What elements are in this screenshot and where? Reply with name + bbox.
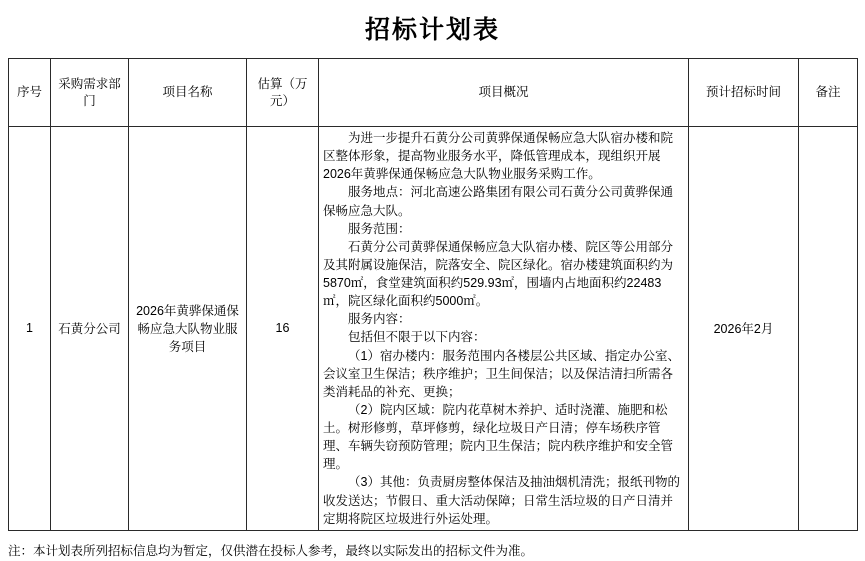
- table-row: [9, 127, 858, 531]
- page-title: 招标计划表: [364, 15, 500, 44]
- table-header-row: [9, 59, 858, 127]
- overview-paragraph: （2）院内区域：院内花草树木养护、适时浇灌、施肥和松土。树形修剪，草坪修剪，绿化垃圾日产日清；停车场秩序管理、车辆失窃预防管理；院内卫生保洁；院内秩序维护和安全管理。: [323, 402, 674, 472]
- bidding-plan-table: [8, 58, 858, 531]
- cell-project-name: 2026年黄骅保通保畅应急大队物业服务项目: [129, 127, 247, 531]
- overview-paragraph: 服务内容：: [348, 312, 411, 327]
- column-header-note: 备注: [799, 59, 858, 127]
- column-header-overview: 项目概况: [319, 59, 689, 127]
- column-header-department: 采购需求部门: [51, 59, 129, 127]
- overview-paragraph: 服务地点：河北高速公路集团有限公司石黄分公司黄骅保通保畅应急大队。: [323, 185, 674, 218]
- cell-note: [799, 127, 858, 531]
- cell-overview: [319, 127, 689, 531]
- cell-department: 石黄分公司: [51, 127, 129, 531]
- column-header-expected-time: 预计招标时间: [689, 59, 799, 127]
- overview-paragraph: 石黄分公司黄骅保通保畅应急大队宿办楼、院区等公用部分及其附属设施保洁，院落安全、院区绿化。宿办楼建筑面积约为5870㎡，食堂建筑面积约529.93㎡，围墙内占地面积约22483㎡，院区绿化面积约5000㎡。: [323, 239, 674, 309]
- table-footnote: 注：本计划表所列招标信息均为暂定，仅供潜在投标人参考，最终以实际发出的招标文件为准。: [8, 543, 534, 558]
- column-header-project-name: 项目名称: [129, 59, 247, 127]
- overview-paragraph: 服务范围：: [348, 221, 411, 236]
- overview-paragraph: （1）宿办楼内：服务范围内各楼层公共区域、指定办公室、会议室卫生保洁；秩序维护；卫生间保洁；以及保洁清扫所需各类消耗品的补充、更换；: [323, 348, 680, 399]
- overview-paragraph: （3）其他：负责厨房整体保洁及抽油烟机清洗；报纸刊物的收发送达；节假日、重大活动保障；日常生活垃圾的日产日清并定期将院区垃圾进行外运处理。: [323, 475, 680, 526]
- cell-expected-time: 2026年2月: [689, 127, 799, 531]
- cell-seq: 1: [9, 127, 51, 531]
- overview-paragraph: 为进一步提升石黄分公司黄骅保通保畅应急大队宿办楼和院区整体形象，提高物业服务水平，降低管理成本，现组织开展2026年黄骅保通保畅应急大队物业服务采购工作。: [323, 131, 674, 182]
- cell-estimate: 16: [247, 127, 319, 531]
- overview-paragraph: 包括但不限于以下内容：: [348, 330, 486, 345]
- column-header-seq: 序号: [9, 59, 51, 127]
- column-header-estimate: 估算（万元）: [247, 59, 319, 127]
